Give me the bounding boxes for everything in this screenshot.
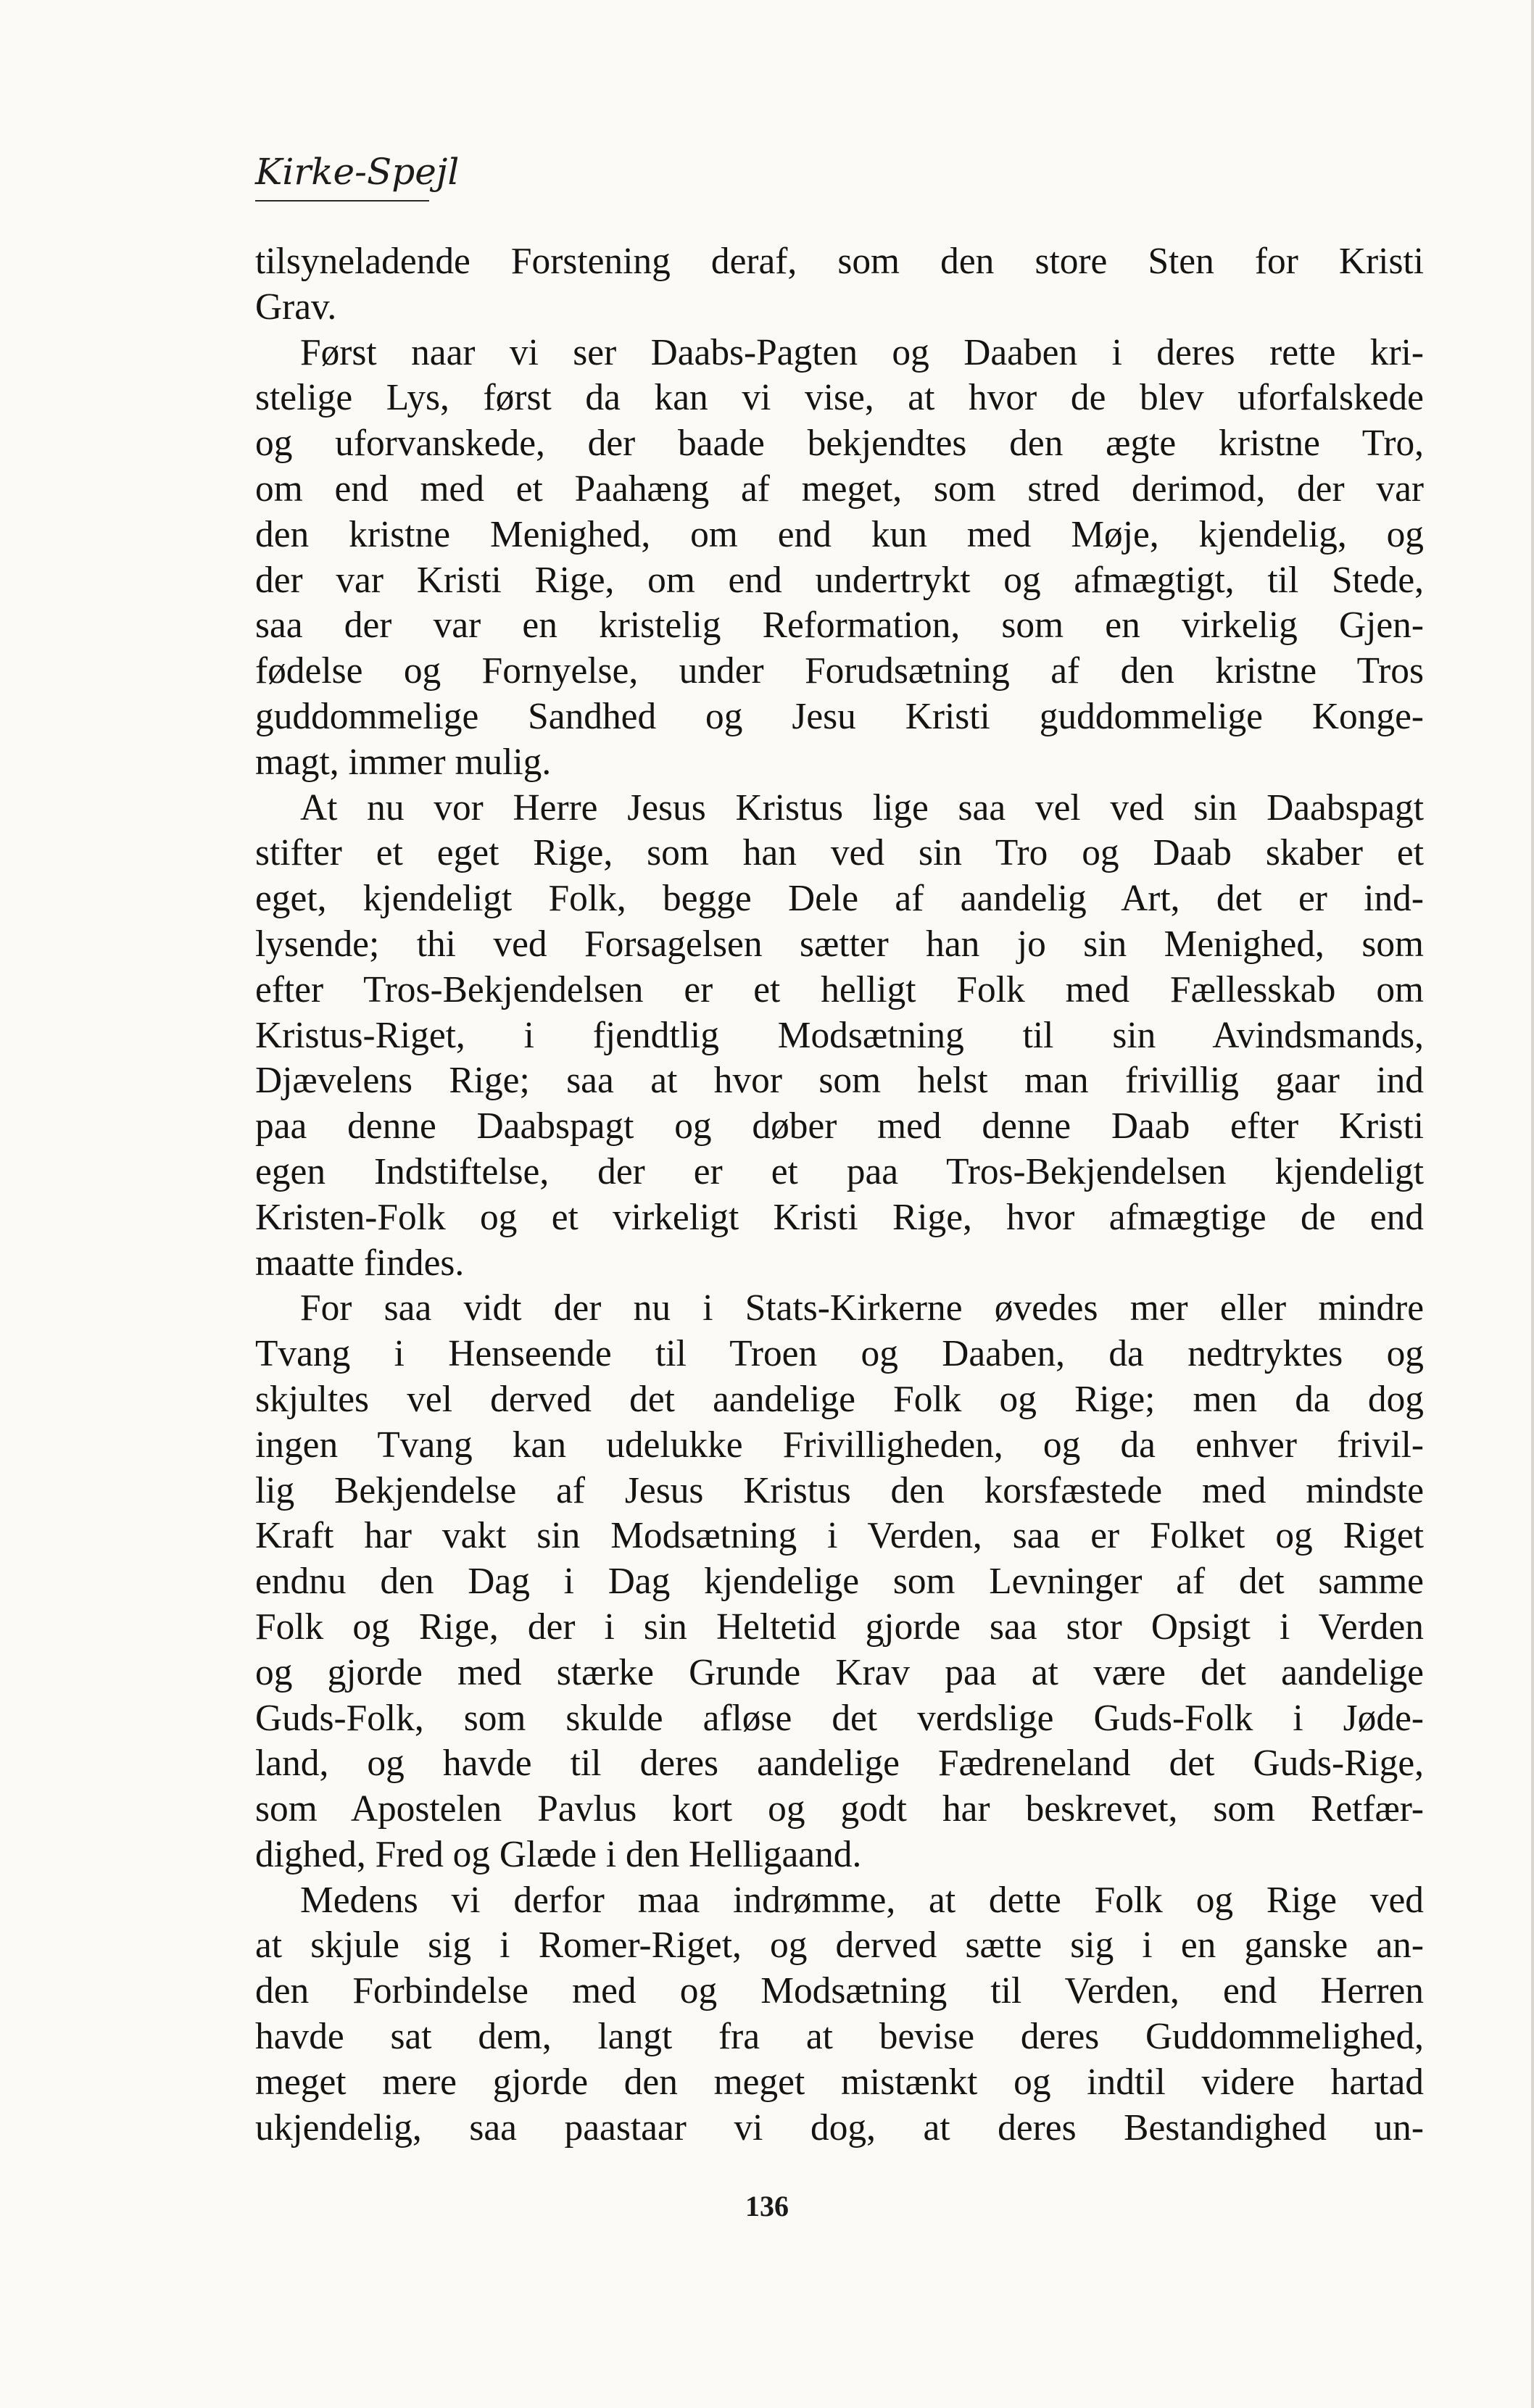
text-line: Kristen-Folk og et virkeligt Kristi Rige, hvor afmægtige de end (255, 1196, 1424, 1238)
text-line: fødelse og Fornyelse, under Forudsætning af den kristne Tros (255, 650, 1424, 692)
text-line: saa der var en kristelig Reformation, som en virkelig Gjen- (255, 605, 1424, 647)
text-line: Først naar vi ser Daabs-Pagten og Daaben i deres rette kri- (300, 331, 1424, 373)
text-line: efter Tros-Bekjendelsen er et helligt Folk med Fællesskab om (255, 968, 1424, 1010)
text-line: Kristus-Riget, i fjendtlig Modsætning til sin Avindsmands, (255, 1014, 1424, 1056)
text-line: meget mere gjorde den meget mistænkt og indtil videre hartad (255, 2061, 1424, 2103)
text-line: eget, kjendeligt Folk, begge Dele af aandelig Art, det er ind- (255, 878, 1424, 920)
text-line: skjultes vel derved det aandelige Folk og Rige; men da dog (255, 1378, 1424, 1420)
text-line: For saa vidt der nu i Stats-Kirkerne øvedes mer eller mindre (300, 1287, 1424, 1329)
text-line: lig Bekjendelse af Jesus Kristus den korsfæstede med mindste (255, 1469, 1424, 1511)
text-line: Tvang i Henseende til Troen og Daaben, da nedtryktes og (255, 1333, 1424, 1375)
text-line: lysende; thi ved Forsagelsen sætter han jo sin Menighed, som (255, 923, 1424, 965)
text-line: ingen Tvang kan udelukke Frivilligheden, og da enhver frivil- (255, 1424, 1424, 1466)
text-line: den Forbindelse med og Modsætning til Verden, end Herren (255, 1970, 1424, 2012)
text-line: Grav. (255, 286, 337, 328)
text-line: Medens vi derfor maa indrømme, at dette Folk og Rige ved (300, 1879, 1424, 1921)
text-line: at skjule sig i Romer-Riget, og derved sætte sig i en ganske an- (255, 1925, 1424, 1967)
body-text (255, 239, 1424, 2151)
text-line: At nu vor Herre Jesus Kristus lige saa vel ved sin Daabspagt (300, 786, 1424, 829)
text-line: der var Kristi Rige, om end undertrykt og afmægtigt, til Stede, (255, 559, 1424, 601)
text-line: endnu den Dag i Dag kjendelige som Levninger af det samme (255, 1561, 1424, 1603)
text-line: maatte findes. (255, 1242, 465, 1284)
text-line: magt, immer mulig. (255, 741, 552, 783)
text-line: som Apostelen Pavlus kort og godt har beskrevet, som Retfær- (255, 1788, 1424, 1830)
text-line: dighed, Fred og Glæde i den Helligaand. (255, 1833, 862, 1875)
text-line: ukjendelig, saa paastaar vi dog, at deres Bestandighed un- (255, 2106, 1424, 2148)
text-line: den kristne Menighed, om end kun med Møje, kjendelig, og (255, 513, 1424, 555)
text-line: tilsyneladende Forstening deraf, som den store Sten for Kristi (255, 241, 1424, 282)
text-line: land, og havde til deres aandelige Fædreneland det Guds-Rige, (255, 1743, 1424, 1785)
header-rule (255, 200, 429, 202)
text-line: om end med et Paahæng af meget, som stred derimod, der var (255, 468, 1424, 510)
text-line: stelige Lys, først da kan vi vise, at hvor de blev uforfalskede (255, 377, 1424, 419)
text-line: egen Indstiftelse, der er et paa Tros-Bekjendelsen kjendeligt (255, 1150, 1424, 1192)
text-line: havde sat dem, langt fra at bevise deres Guddommelighed, (255, 2016, 1424, 2058)
text-line: Folk og Rige, der i sin Heltetid gjorde saa stor Opsigt i Verden (255, 1606, 1424, 1648)
text-line: paa denne Daabspagt og døber med denne Daab efter Kristi (255, 1105, 1424, 1147)
text-line: stifter et eget Rige, som han ved sin Tro og Daab skaber et (255, 832, 1424, 874)
text-line: og uforvanskede, der baade bekjendtes den ægte kristne Tro, (255, 423, 1424, 465)
text-line: Kraft har vakt sin Modsætning i Verden, saa er Folket og Riget (255, 1515, 1424, 1557)
text-line: og gjorde med stærke Grunde Krav paa at være det aandelige (255, 1651, 1424, 1693)
text-line: guddommelige Sandhed og Jesu Kristi guddommelige Konge- (255, 695, 1424, 737)
page-number: 136 (745, 2190, 789, 2222)
text-line: Djævelens Rige; saa at hvor som helst man frivillig gaar ind (255, 1060, 1424, 1102)
text-line: Guds-Folk, som skulde afløse det verdslige Guds-Folk i Jøde- (255, 1697, 1424, 1739)
running-header: Kirke-Spejl (255, 151, 460, 193)
